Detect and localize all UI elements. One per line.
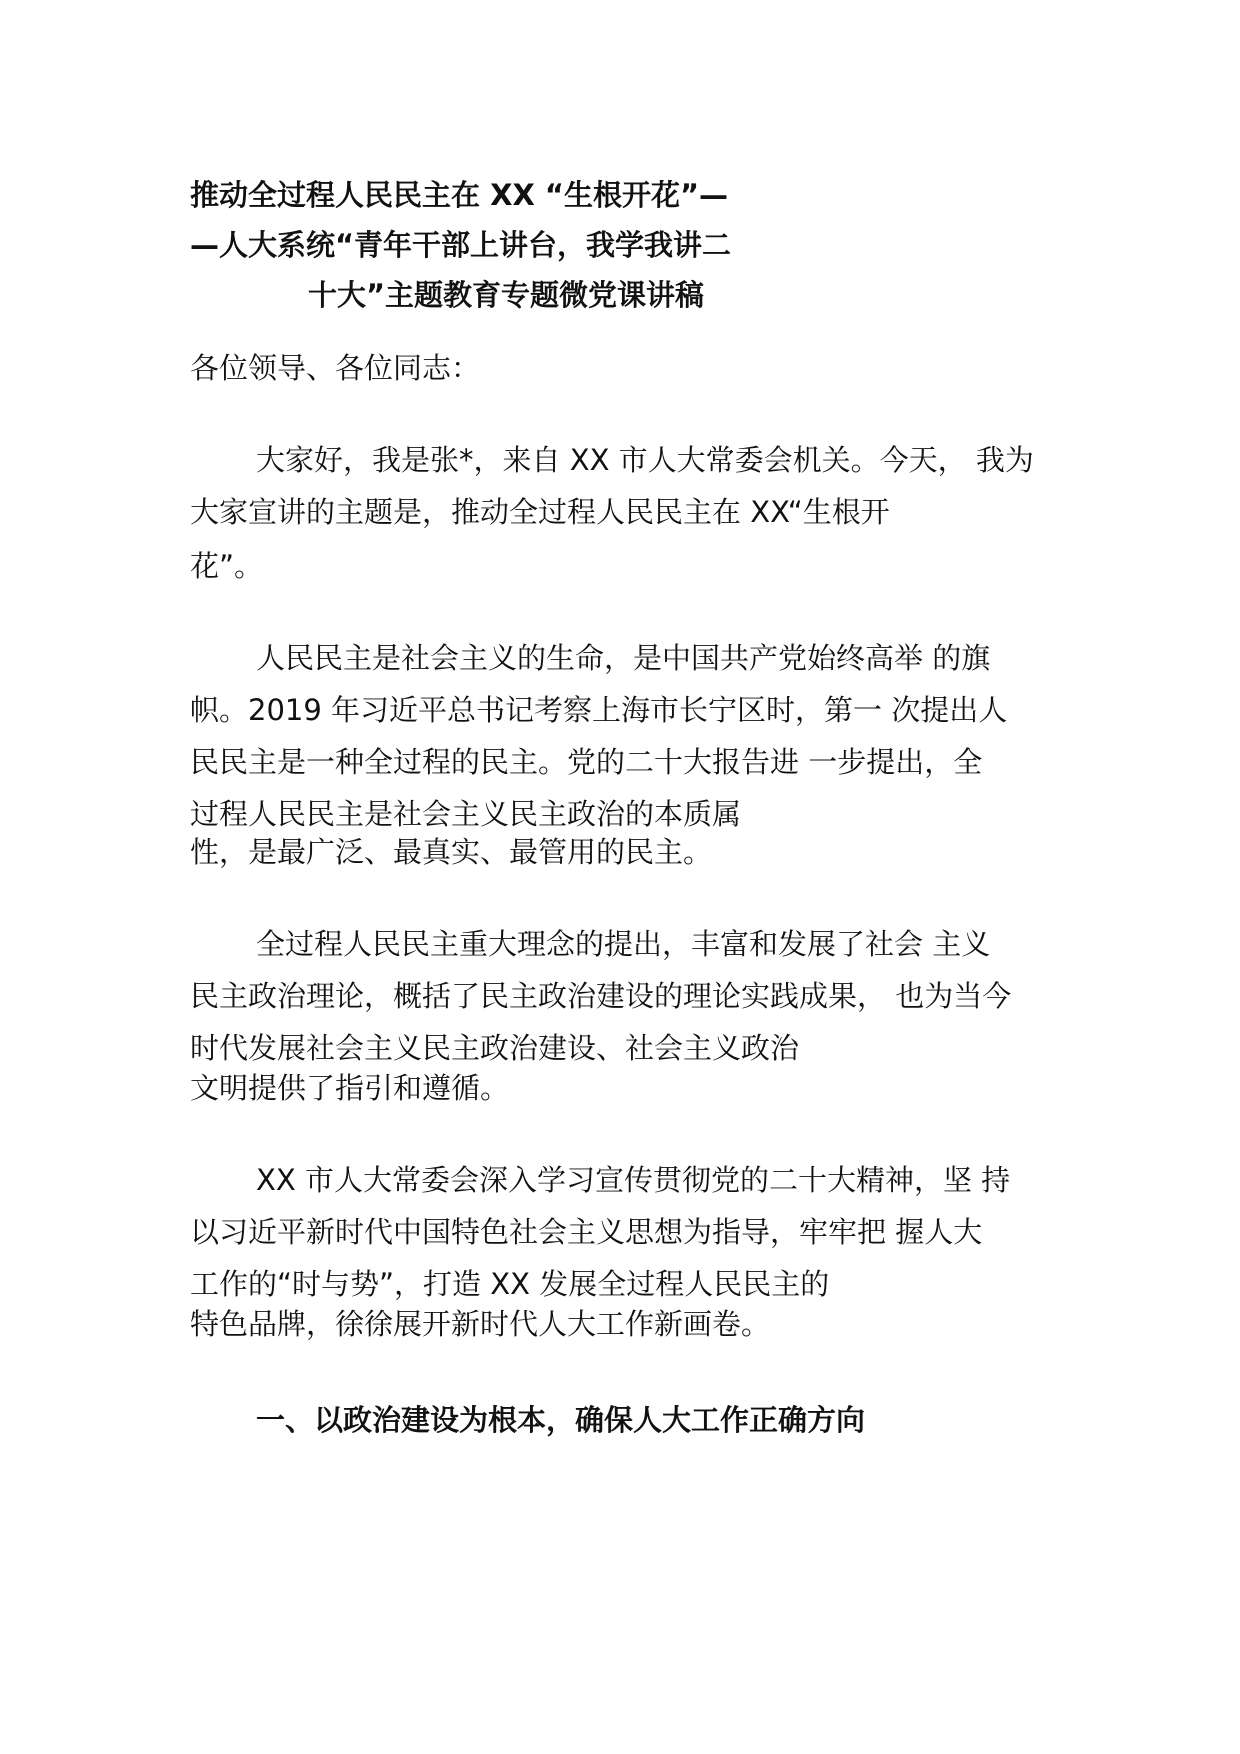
paragraph-3-tail: 文明提供了指引和遵循。 [190,1071,510,1105]
paragraph-3 [190,918,1090,1074]
paragraph-line: 大家宣讲的主题是，推动全过程人民民主在 XX“生根开 [190,495,890,529]
paragraph-line: 大家好，我是张*，来自 XX 市人大常委会机关。今天， 我为 [256,443,1034,477]
title-line-3: 十大”主题教育专题微党课讲稿 [308,278,705,312]
paragraph-4-tail: 特色品牌，徐徐展开新时代人大工作新画卷。 [190,1307,771,1341]
document-title [190,170,750,320]
section-heading-1: 一、以政治建设为根本，确保人大工作正确方向 [256,1403,866,1437]
paragraph-line: XX 市人大常委会深入学习宣传贯彻党的二十大精神，坚 持 [256,1163,1011,1197]
paragraph-line: 以习近平新时代中国特色社会主义思想为指导，牢牢把 握人大 [190,1215,983,1249]
paragraph-line: 人民民主是社会主义的生命，是中国共产党始终高举 的旗 [256,641,991,675]
title-line-1: 推动全过程人民民主在 XX “生根开花”— [190,178,729,212]
title-line-2: —人大系统“青年干部上讲台，我学我讲二 [190,228,732,262]
paragraph-line: 过程人民民主是社会主义民主政治的本质属 [190,797,742,831]
paragraph-4 [190,1154,1090,1310]
paragraph-2-tail: 性，是最广泛、最真实、最管用的民主。 [190,835,713,869]
paragraph-2 [190,632,1090,840]
salutation: 各位领导、各位同志： [190,351,481,385]
paragraph-line: 全过程人民民主重大理念的提出，丰富和发展了社会 主义 [256,927,991,961]
paragraph-1 [190,434,1090,538]
paragraph-line: 工作的“时与势”，打造 XX 发展全过程人民民主的 [190,1267,830,1301]
paragraph-line: 民主政治理论，概括了民主政治建设的理论实践成果， 也为当今 [190,979,1012,1013]
paragraph-line: 民民主是一种全过程的民主。党的二十大报告进 一步提出，全 [190,745,983,779]
paragraph-line: 帜。2019 年习近平总书记考察上海市长宁区时，第一 次提出人 [190,693,1008,727]
paragraph-1-tail: 花”。 [190,549,264,583]
paragraph-line: 时代发展社会主义民主政治建设、社会主义政治 [190,1031,800,1065]
